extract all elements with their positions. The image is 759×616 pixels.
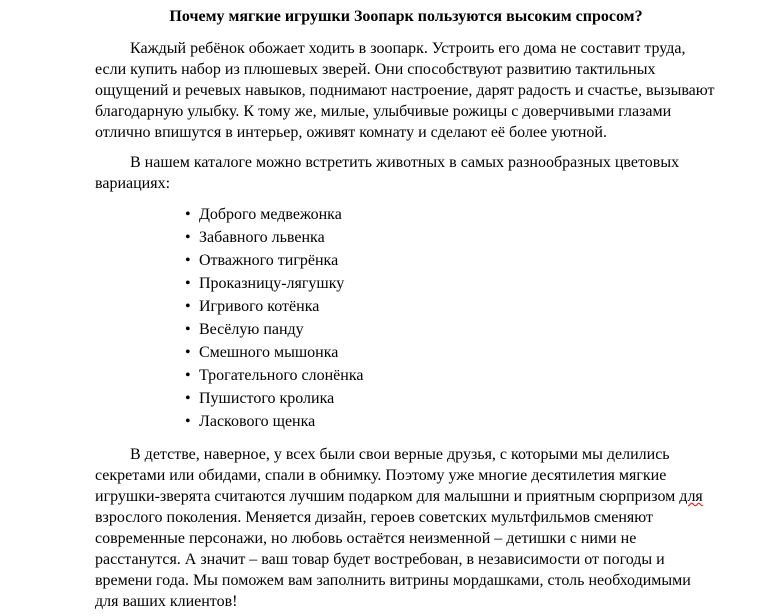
document-title: Почему мягкие игрушки Зоопарк пользуются высоким спросом? (169, 8, 643, 25)
list-item: • Доброго медвежонка (185, 203, 717, 226)
list-item: • Игривого котёнка (185, 295, 717, 318)
list-item: • Весёлую панду (185, 318, 717, 341)
list-item: • Ласкового щенка (185, 410, 717, 433)
paragraph-closing (95, 444, 717, 612)
paragraph-catalog: В нашем каталоге можно встретить животных в самых разнообразных цветовых вариациях: (95, 154, 680, 192)
closing-text-before: В детстве, наверное, у всех были свои верные друзья, с которыми мы делились секретами или обидами, спали в обнимку. Поэтому уже многие десятилетия мягкие игрушки-зверята считаются лучшим подарком для малышни и приятным сюрпризом (95, 446, 680, 505)
list-item: • Смешного мышонка (185, 341, 717, 364)
closing-text-after: взрослого поколения. Меняется дизайн, героев советских мультфильмов сменяют современные персонажи, но любовь остаётся неизменной – детишки с ними не расстанутся. А значит – ваш товар будет востребован, в независимости от погоды и времени года. Мы поможем вам заполнить витрины мордашками, столь необходимыми для ваших клиентов! (95, 509, 691, 610)
list-item: • Проказницу-лягушку (185, 272, 717, 295)
color-variations-list (185, 203, 717, 433)
list-item: • Трогательного слонёнка (185, 364, 717, 387)
paragraph-intro: Каждый ребёнок обожает ходить в зоопарк. Устроить его дома не составит труда, если купить набор из плюшевых зверей. Они способствуют развитию тактильных ощущений и речевых навыков, поднимают настроение, дарят радость и счастье, вызывают благодарную улыбку. К тому же, милые, улыбчивые рожицы с доверчивыми глазами отлично впишутся в интерьер, оживят комнату и сделают её более уютной. (95, 40, 715, 141)
list-item: • Пушистого кролика (185, 387, 717, 410)
list-item: • Отважного тигрёнка (185, 249, 717, 272)
spellcheck-flagged-word: для (679, 488, 703, 505)
list-item: • Забавного львенка (185, 226, 717, 249)
